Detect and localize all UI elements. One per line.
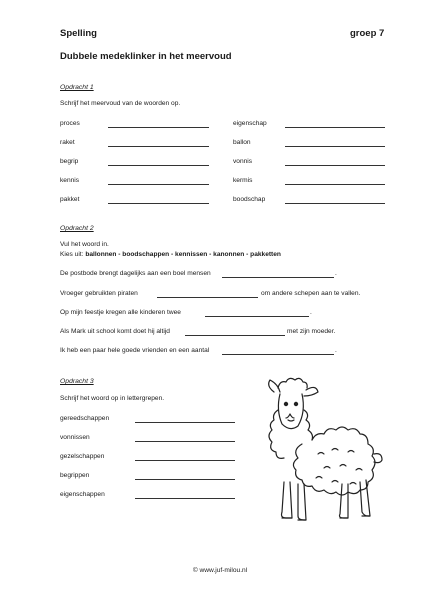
sentence-4-start: Als Mark uit school komt doet hij altijd bbox=[60, 328, 170, 335]
sentence-1: De postbode brengt dagelijks aan een boel mensen bbox=[60, 270, 211, 277]
word-left: pakket bbox=[60, 196, 80, 203]
sentence-2-end: om andere schepen aan te vallen. bbox=[261, 290, 361, 297]
syllable-line[interactable] bbox=[135, 498, 235, 499]
word-right: kermis bbox=[233, 177, 253, 184]
answer-line[interactable] bbox=[108, 146, 209, 147]
word-right: eigenschap bbox=[233, 120, 267, 127]
word-left: begrip bbox=[60, 158, 79, 165]
answer-line[interactable] bbox=[108, 203, 209, 204]
syllable-word: vonnissen bbox=[60, 434, 90, 441]
opdracht2-instruction: Vul het woord in. bbox=[60, 241, 109, 248]
answer-line[interactable] bbox=[108, 184, 209, 185]
answer-line[interactable] bbox=[285, 127, 385, 128]
fill-line-5[interactable] bbox=[222, 354, 334, 355]
word-right: boodschap bbox=[233, 196, 266, 203]
choices-list: ballonnen - boodschappen - kennissen - kanonnen - pakketten bbox=[85, 251, 281, 258]
sentence-4-end: met zijn moeder. bbox=[287, 328, 336, 335]
fill-line-2[interactable] bbox=[157, 297, 258, 298]
syllable-line[interactable] bbox=[135, 441, 235, 442]
choose-row bbox=[60, 252, 281, 259]
answer-line[interactable] bbox=[285, 184, 385, 185]
word-left: raket bbox=[60, 139, 75, 146]
opdracht1-instruction: Schrijf het meervoud van de woorden op. bbox=[60, 100, 181, 107]
sentence-5-end: . bbox=[335, 347, 337, 354]
word-right: vonnis bbox=[233, 158, 253, 165]
answer-line[interactable] bbox=[285, 203, 385, 204]
choose-label: Kies uit: bbox=[60, 251, 84, 258]
page-title: Dubbele medeklinker in het meervoud bbox=[60, 51, 232, 62]
subject-label: Spelling bbox=[60, 28, 97, 39]
sentence-5: Ik heb een paar hele goede vrienden en een aantal bbox=[60, 347, 210, 354]
group-label: groep 7 bbox=[350, 28, 385, 39]
sheep-illustration bbox=[258, 370, 386, 530]
fill-line-3[interactable] bbox=[205, 316, 309, 317]
fill-line-4[interactable] bbox=[185, 335, 285, 336]
syllable-line[interactable] bbox=[135, 460, 235, 461]
syllable-word: gezelschappen bbox=[60, 453, 105, 460]
syllable-line[interactable] bbox=[135, 479, 235, 480]
opdracht3-instruction: Schrijf het woord op in lettergrepen. bbox=[60, 395, 165, 402]
answer-line[interactable] bbox=[108, 165, 209, 166]
syllable-word: eigenschappen bbox=[60, 491, 105, 498]
word-right: ballon bbox=[233, 139, 251, 146]
answer-line[interactable] bbox=[285, 146, 385, 147]
opdracht2-heading: Opdracht 2 bbox=[60, 225, 94, 232]
answer-line[interactable] bbox=[108, 127, 209, 128]
word-left: kennis bbox=[60, 177, 80, 184]
fill-line-1[interactable] bbox=[222, 277, 334, 278]
sentence-3-end: . bbox=[310, 309, 312, 316]
sentence-2-start: Vroeger gebruikten piraten bbox=[60, 290, 138, 297]
word-left: proces bbox=[60, 120, 80, 127]
syllable-word: gereedschappen bbox=[60, 415, 110, 422]
syllable-word: begrippen bbox=[60, 472, 90, 479]
answer-line[interactable] bbox=[285, 165, 385, 166]
copyright: © www.juf-milou.nl bbox=[192, 567, 248, 574]
opdracht3-heading: Opdracht 3 bbox=[60, 378, 94, 385]
syllable-line[interactable] bbox=[135, 422, 235, 423]
opdracht1-heading: Opdracht 1 bbox=[60, 84, 94, 91]
sentence-1-end: . bbox=[335, 270, 337, 277]
sentence-3: Op mijn feestje kregen alle kinderen twee bbox=[60, 309, 181, 316]
